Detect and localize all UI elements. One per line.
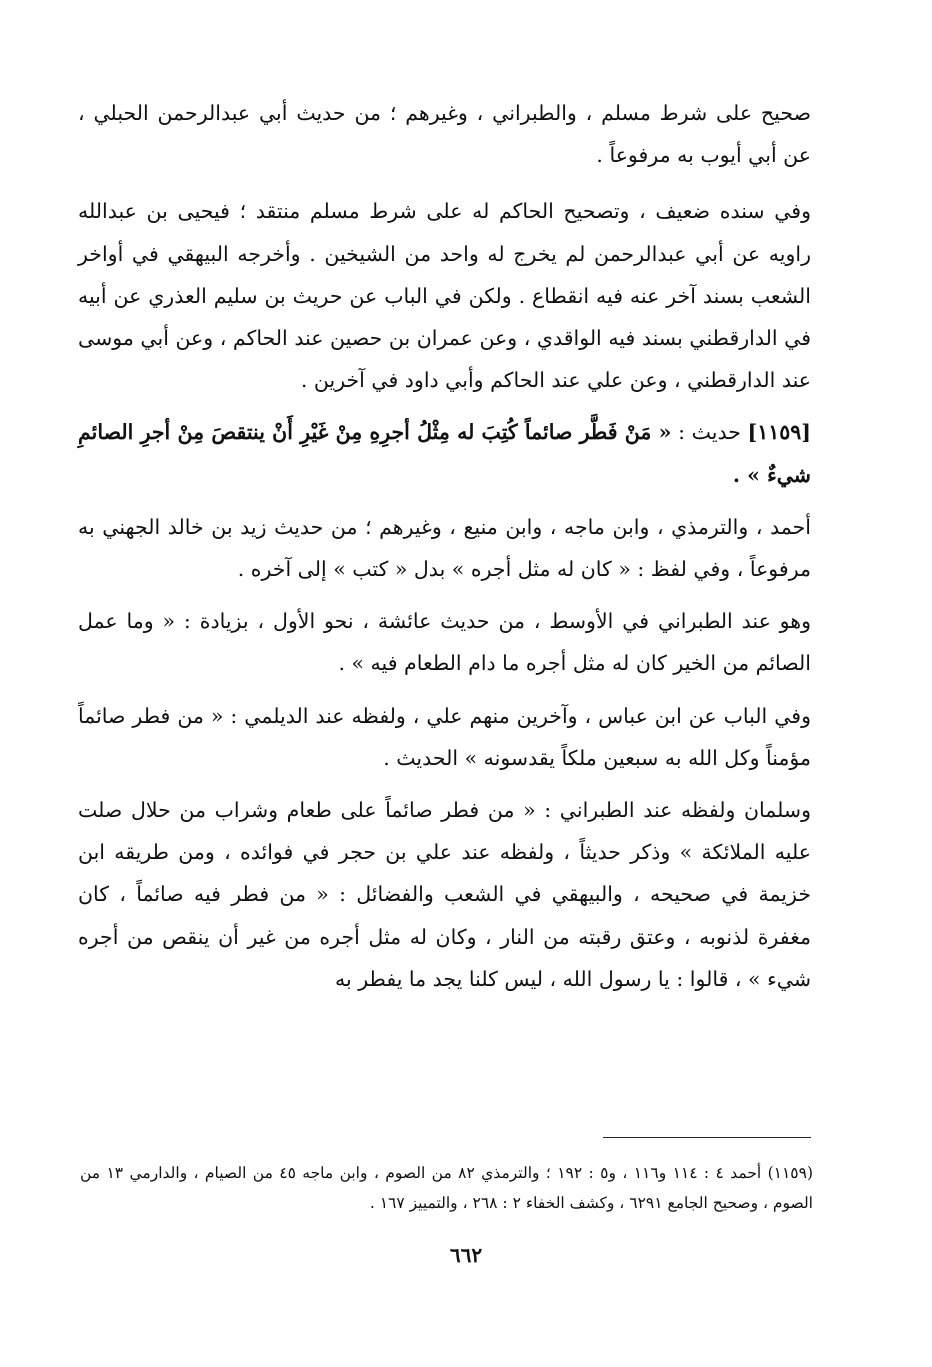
paragraph-1: صحيح على شرط مسلم ، والطبراني ، وغيرهم ؛ من حديث أبي عبدالرحمن الحبلي ، عن أبي أيوب به مرفوعاً .: [78, 101, 811, 168]
footnote: (١١٥٩) أحمد ٤ : ١١٤ و١١٦ ، و٥ : ١٩٢ ؛ والترمذي ٨٢ من الصوم ، وابن ماجه ٤٥ من الصيام ، والدارمي ١٣ من الصوم ، وصحيح الجامع ٦٢٩١ ، وكشف الخفاء ٢ : ٢٦٨ ، والتمييز ١٦٧ .: [80, 1164, 814, 1212]
hadith-text: « مَنْ فَطَّر صائماً كُتِبَ له مِثْلُ أجرِهِ مِنْ غَيْرِ أَنْ ينتقصَ مِنْ أجرِ الصائمِ شيءٌ » .: [78, 420, 811, 487]
paragraph-6: وفي الباب عن ابن عباس ، وآخرين منهم علي ، ولفظه عند الديلمي : « من فطر صائماً مؤمناً وكل الله به سبعين ملكاً يقدسونه » الحديث .: [78, 703, 811, 770]
hadith-number: [١١٥٩]: [747, 420, 811, 445]
paragraph-5: وهو عند الطبراني في الأوسط ، من حديث عائشة ، نحو الأول ، بزيادة : « وما عمل الصائم من الخير كان له مثل أجره ما دام الطعام فيه » .: [78, 609, 811, 676]
paragraph-2: وفي سنده ضعيف ، وتصحيح الحاكم له على شرط مسلم منتقد ؛ فيحيى بن عبدالله راويه عن أبي عبدالرحمن لم يخرج له واحد من الشيخين . وأخرجه البيهقي في أواخر الشعب بسند آخر عنه فيه انقطاع . ولكن في الباب عن حريث بن سليم العذري عن أبيه في الدارقطني بسند فيه الواقدي ، وعن عمران بن حصين عند الحاكم ، وعن أبي موسى عند الدارقطني ، وعن علي عند الحاكم وأبي داود في آخرين .: [78, 199, 811, 393]
page-number: ٦٦٢: [449, 1243, 483, 1267]
footnote-divider: [603, 1137, 811, 1138]
paragraph-7: وسلمان ولفظه عند الطبراني : « من فطر صائماً على طعام وشراب من حلال صلت عليه الملائكة » وذكر حديثاً ، ولفظه عند علي بن حجر في فوائده ، ومن طريقه ابن خزيمة في صحيحه ، والبيهقي في الشعب والفضائل : « من فطر فيه صائماً ، كان مغفرة لذنوبه ، وعتق رقبته من النار ، وكان له مثل أجره من غير أن ينقص من أجره شيء » ، قالوا : يا رسول الله ، ليس كلنا يجد ما يفطر به: [78, 798, 811, 991]
hadith-label: حديث :: [678, 420, 741, 445]
hadith-paragraph: [78, 411, 811, 495]
paragraph-4: أحمد ، والترمذي ، وابن ماجه ، وابن منيع ، وغيرهم ؛ من حديث زيد بن خالد الجهني به مرفوعاً ، وفي لفظ : « كان له مثل أجره » بدل « كتب » إلى آخره .: [78, 514, 811, 582]
main-text: [78, 92, 811, 1000]
